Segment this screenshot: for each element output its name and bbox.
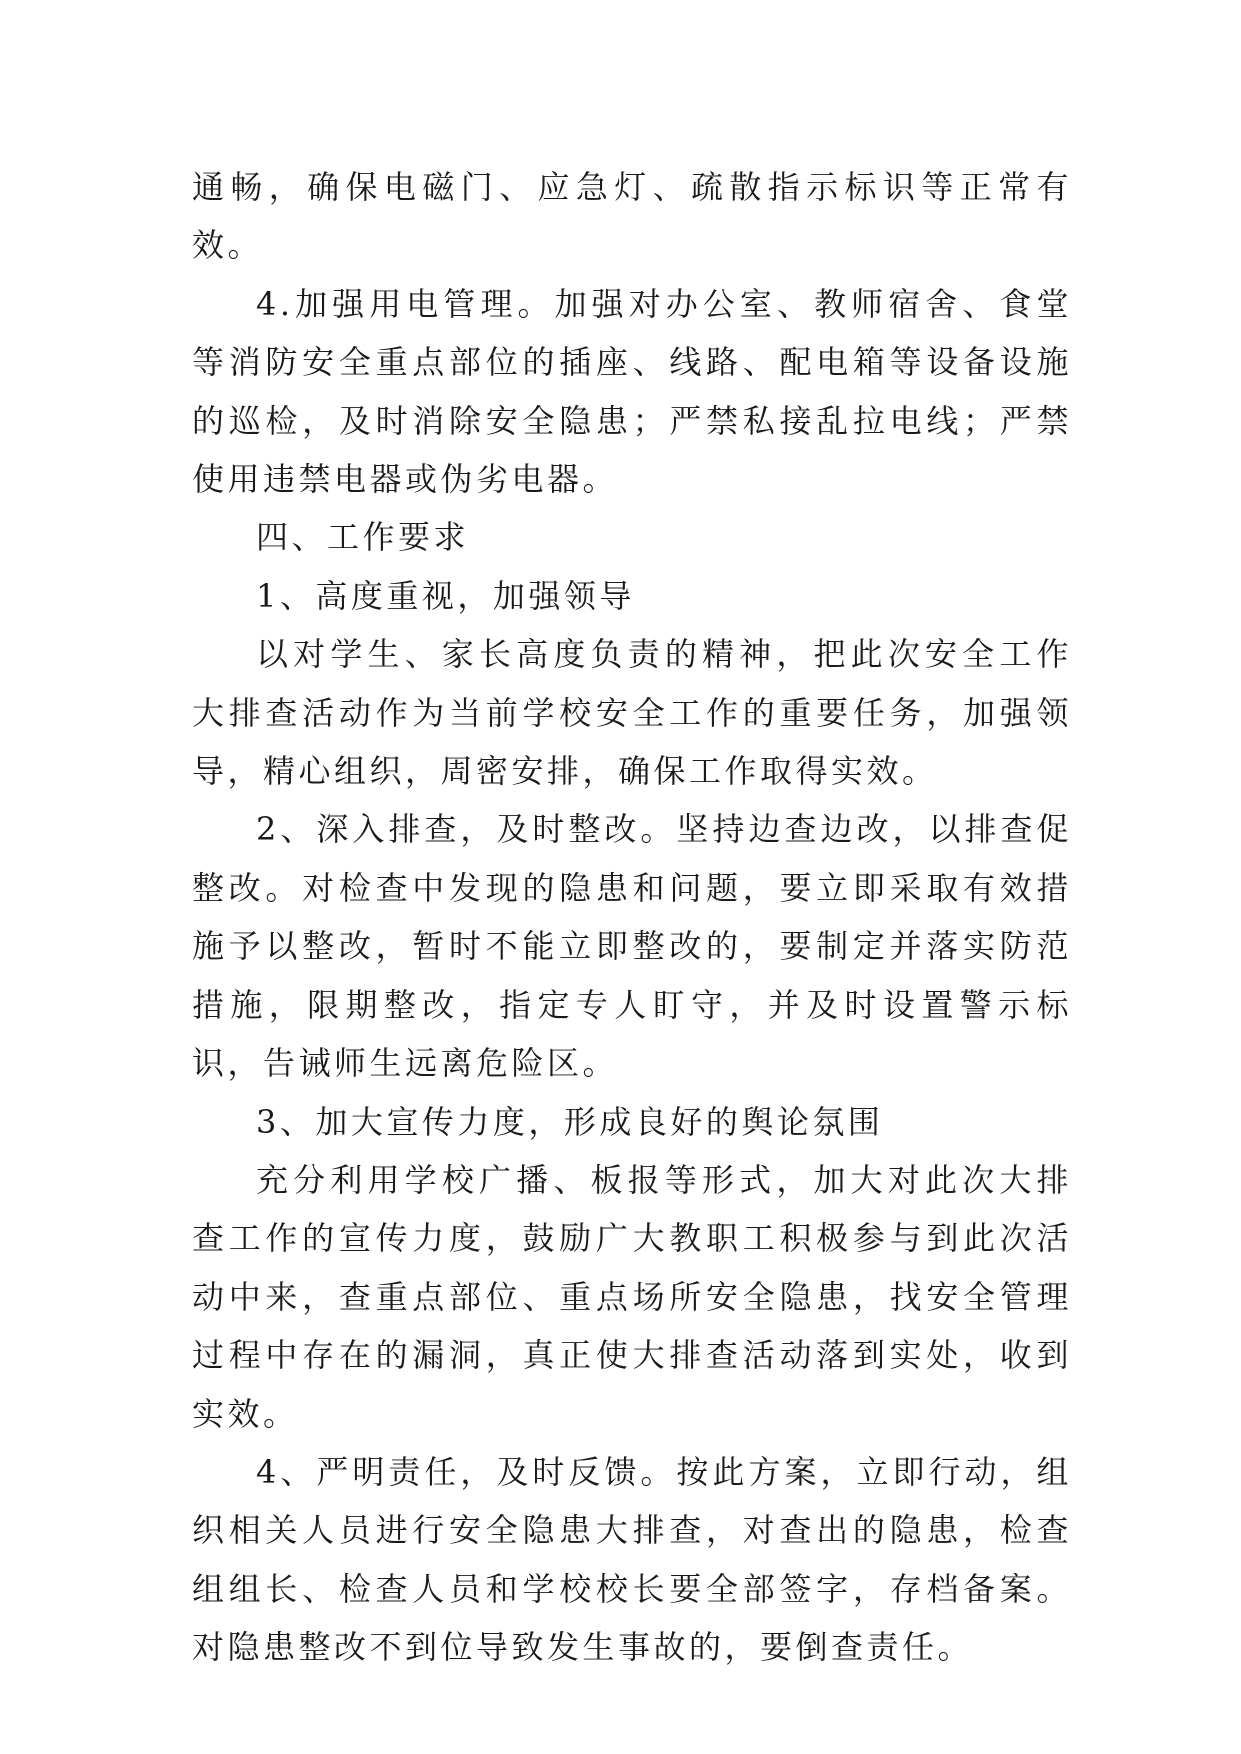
subheading-leadership: 1、高度重视，加强领导	[256, 576, 635, 615]
paragraph-leadership: 以对学生、家长高度负责的精神，把此次安全工作大排查活动作为当前学校安全工作的重要任务，加强领导，精心组织，周密安排，确保工作取得实效。	[192, 635, 1072, 791]
paragraph-continuation: 通畅，确保电磁门、应急灯、疏散指示标识等正常有效。	[192, 168, 1072, 265]
paragraph-publicity: 充分利用学校广播、板报等形式，加大对此次大排查工作的宣传力度，鼓励广大教职工积极参与到此次活动中来，查重点部位、重点场所安全隐患，找安全管理过程中存在的漏洞，真正使大排查活动落到实处，收到实效。	[192, 1160, 1072, 1433]
paragraph-inspection-rectification: 2、深入排查，及时整改。坚持边查边改，以排查促整改。对检查中发现的隐患和问题，要立即采取有效措施予以整改，暂时不能立即整改的，要制定并落实防范措施，限期整改，指定专人盯守，并及时设置警示标识，告诫师生远离危险区。	[192, 810, 1072, 1083]
paragraph-responsibility: 4、严明责任，及时反馈。按此方案，立即行动，组织相关人员进行安全隐患大排查，对查出的隐患，检查组组长、检查人员和学校校长要全部签字，存档备案。对隐患整改不到位导致发生事故的，要倒查责任。	[192, 1452, 1072, 1667]
subheading-publicity: 3、加大宣传力度，形成良好的舆论氛围	[256, 1102, 884, 1141]
document-body	[192, 158, 1072, 1677]
section-heading-work-requirements: 四、工作要求	[256, 518, 470, 557]
paragraph-electricity-management: 4.加强用电管理。加强对办公室、教师宿舍、食堂等消防安全重点部位的插座、线路、配电箱等设备设施的巡检，及时消除安全隐患；严禁私接乱拉电线；严禁使用违禁电器或伪劣电器。	[192, 284, 1072, 499]
